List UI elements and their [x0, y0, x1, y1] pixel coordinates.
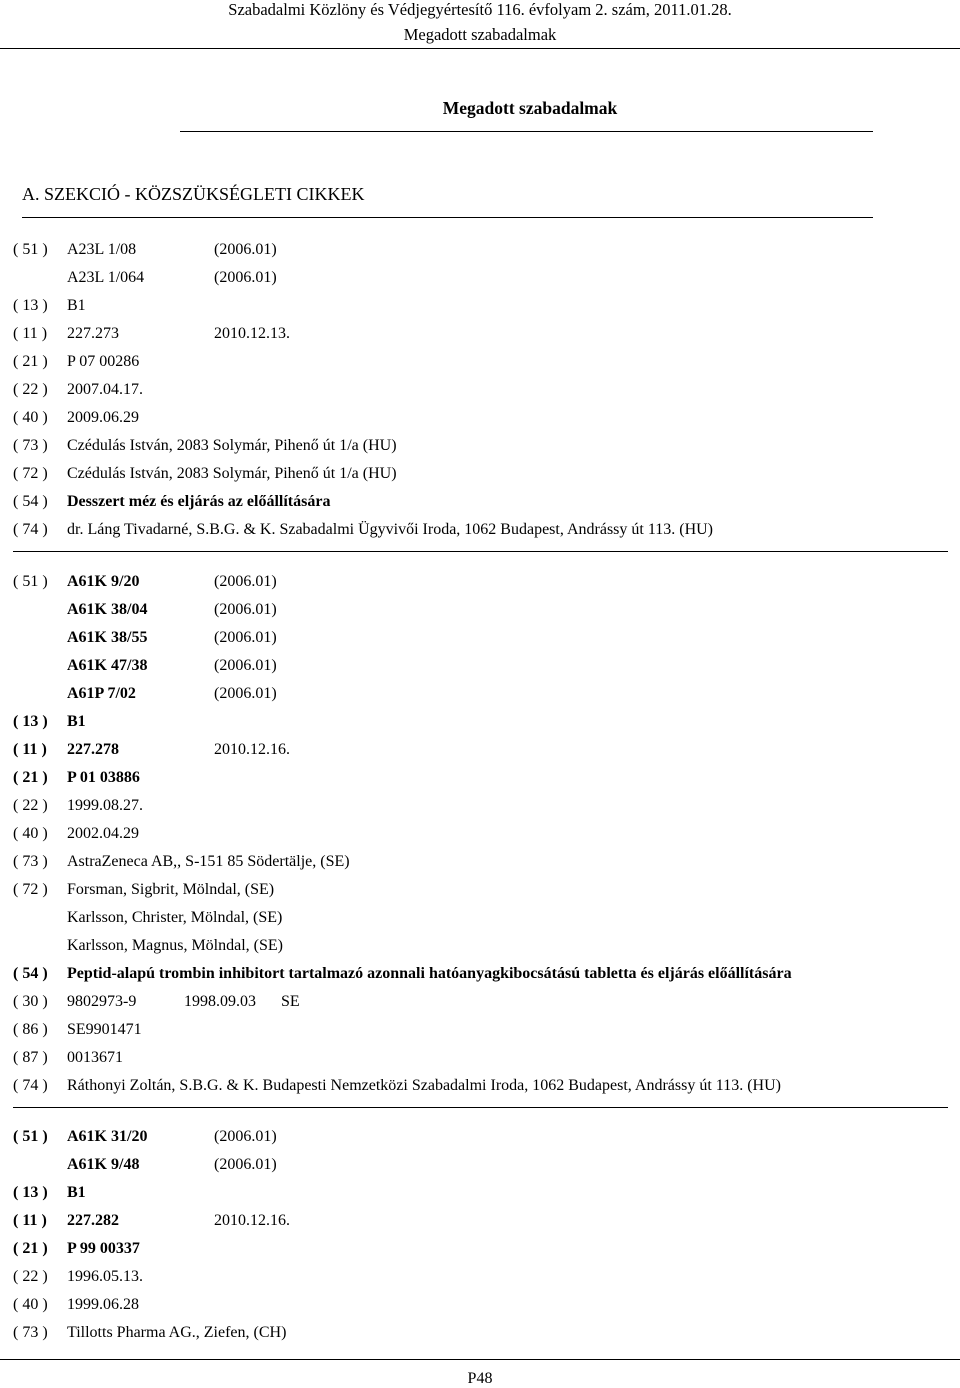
field-code: ( 73 ): [13, 853, 48, 870]
ipc-code: A61K 31/20: [67, 1128, 148, 1145]
page-title: Megadott szabadalmak: [442, 98, 618, 118]
journal-header: Szabadalmi Közlöny és Védjegyértesítő 116. évfolyam 2. szám, 2011.01.28.: [228, 0, 732, 19]
inventor: Karlsson, Christer, Mölndal, (SE): [67, 909, 283, 926]
filing-date: 2007.04.17.: [67, 381, 143, 398]
field-code: ( 21 ): [13, 769, 48, 786]
field-code: ( 11 ): [13, 325, 48, 342]
field-code: ( 74 ): [13, 1077, 48, 1094]
priority-number: 9802973-9: [67, 993, 137, 1010]
section-heading: A. SZEKCIÓ - KÖZSZÜKSÉGLETI CIKKEK: [22, 184, 365, 204]
field-code: ( 73 ): [13, 437, 48, 454]
filing-date: 1999.08.27.: [67, 797, 143, 814]
footer-divider: [0, 1359, 960, 1360]
journal-subheader: Megadott szabadalmak: [403, 25, 557, 44]
ipc-code: A61K 47/38: [67, 657, 148, 674]
ipc-code: A61K 38/55: [67, 629, 148, 646]
owner: Tillotts Pharma AG., Ziefen, (CH): [67, 1324, 287, 1341]
ipc-code: A23L 1/08: [67, 241, 137, 258]
section-divider: [22, 217, 873, 218]
field-code: ( 51 ): [13, 241, 48, 258]
kind-code: B1: [67, 297, 86, 314]
field-code: ( 87 ): [13, 1049, 48, 1066]
page-number: P48: [467, 1370, 493, 1387]
application-number: P 99 00337: [67, 1240, 140, 1257]
field-code: ( 30 ): [13, 993, 48, 1010]
patent-title: Peptid-alapú trombin inhibitort tartalmazó azonnali hatóanyagkibocsátású tabletta és eljárás előállítására: [67, 965, 792, 982]
application-number: P 07 00286: [67, 353, 140, 370]
field-code: ( 40 ): [13, 409, 48, 426]
publication-date: 2010.12.16.: [214, 1212, 290, 1229]
ipc-date: (2006.01): [214, 657, 277, 674]
publication-number: 227.278: [67, 741, 119, 758]
ipc-code: A61K 9/20: [67, 573, 140, 590]
ipc-code: A23L 1/064: [67, 269, 145, 286]
ipc-date: (2006.01): [214, 685, 277, 702]
field-code: ( 11 ): [13, 741, 47, 758]
publication-date: 2010.12.16.: [214, 741, 290, 758]
ipc-date: (2006.01): [214, 241, 277, 258]
field-code: ( 54 ): [13, 493, 48, 510]
field-code: ( 86 ): [13, 1021, 48, 1038]
pct-number: SE9901471: [67, 1021, 142, 1038]
field-code: ( 72 ): [13, 465, 48, 482]
ipc-date: (2006.01): [214, 269, 277, 286]
priority-date: 1998.09.03: [184, 993, 256, 1010]
header-divider: [0, 48, 960, 49]
publication-number: 227.273: [67, 325, 119, 342]
field-code: ( 51 ): [13, 573, 48, 590]
field-code: ( 73 ): [13, 1324, 48, 1341]
wo-number: 0013671: [67, 1049, 123, 1066]
ipc-date: (2006.01): [214, 629, 277, 646]
kind-code: B1: [67, 1184, 86, 1201]
inventor: Karlsson, Magnus, Mölndal, (SE): [67, 937, 283, 954]
field-code: ( 21 ): [13, 1240, 48, 1257]
patent-title: Desszert méz és eljárás az előállítására: [67, 493, 331, 510]
field-code: ( 51 ): [13, 1128, 48, 1145]
title-divider: [180, 131, 873, 132]
filing-date: 1996.05.13.: [67, 1268, 143, 1285]
entry-divider: [13, 551, 948, 552]
agent: Ráthonyi Zoltán, S.B.G. & K. Budapesti Nemzetközi Szabadalmi Iroda, 1062 Budapest, Andrássy út 113. (HU): [67, 1077, 781, 1094]
field-code: ( 74 ): [13, 521, 48, 538]
ipc-code: A61K 38/04: [67, 601, 148, 618]
priority-country: SE: [281, 993, 300, 1010]
publication-date: 2010.12.13.: [214, 325, 290, 342]
owner: AstraZeneca AB,, S-151 85 Södertälje, (SE): [67, 853, 350, 870]
ipc-code: A61K 9/48: [67, 1156, 140, 1173]
ipc-date: (2006.01): [214, 1128, 277, 1145]
publication-number: 227.282: [67, 1212, 119, 1229]
date-40: 2009.06.29: [67, 409, 139, 426]
kind-code: B1: [67, 713, 86, 730]
field-code: ( 54 ): [13, 965, 48, 982]
field-code: ( 40 ): [13, 825, 48, 842]
field-code: ( 13 ): [13, 1184, 48, 1201]
field-code: ( 13 ): [13, 713, 48, 730]
inventor: Czédulás István, 2083 Solymár, Pihenő út 1/a (HU): [67, 465, 397, 482]
field-code: ( 40 ): [13, 1296, 48, 1313]
field-code: ( 72 ): [13, 881, 48, 898]
ipc-code: A61P 7/02: [67, 685, 136, 702]
entry-divider: [13, 1107, 948, 1108]
date-40: 1999.06.28: [67, 1296, 139, 1313]
ipc-date: (2006.01): [214, 573, 277, 590]
field-code: ( 11 ): [13, 1212, 47, 1229]
field-code: ( 22 ): [13, 381, 48, 398]
owner: Czédulás István, 2083 Solymár, Pihenő út 1/a (HU): [67, 437, 397, 454]
application-number: P 01 03886: [67, 769, 140, 786]
field-code: ( 22 ): [13, 1268, 48, 1285]
ipc-date: (2006.01): [214, 1156, 277, 1173]
date-40: 2002.04.29: [67, 825, 139, 842]
field-code: ( 21 ): [13, 353, 48, 370]
inventor: Forsman, Sigbrit, Mölndal, (SE): [67, 881, 275, 898]
field-code: ( 22 ): [13, 797, 48, 814]
ipc-date: (2006.01): [214, 601, 277, 618]
field-code: ( 13 ): [13, 297, 48, 314]
agent: dr. Láng Tivadarné, S.B.G. & K. Szabadalmi Ügyvivői Iroda, 1062 Budapest, Andrássy út 113. (HU): [67, 521, 714, 538]
